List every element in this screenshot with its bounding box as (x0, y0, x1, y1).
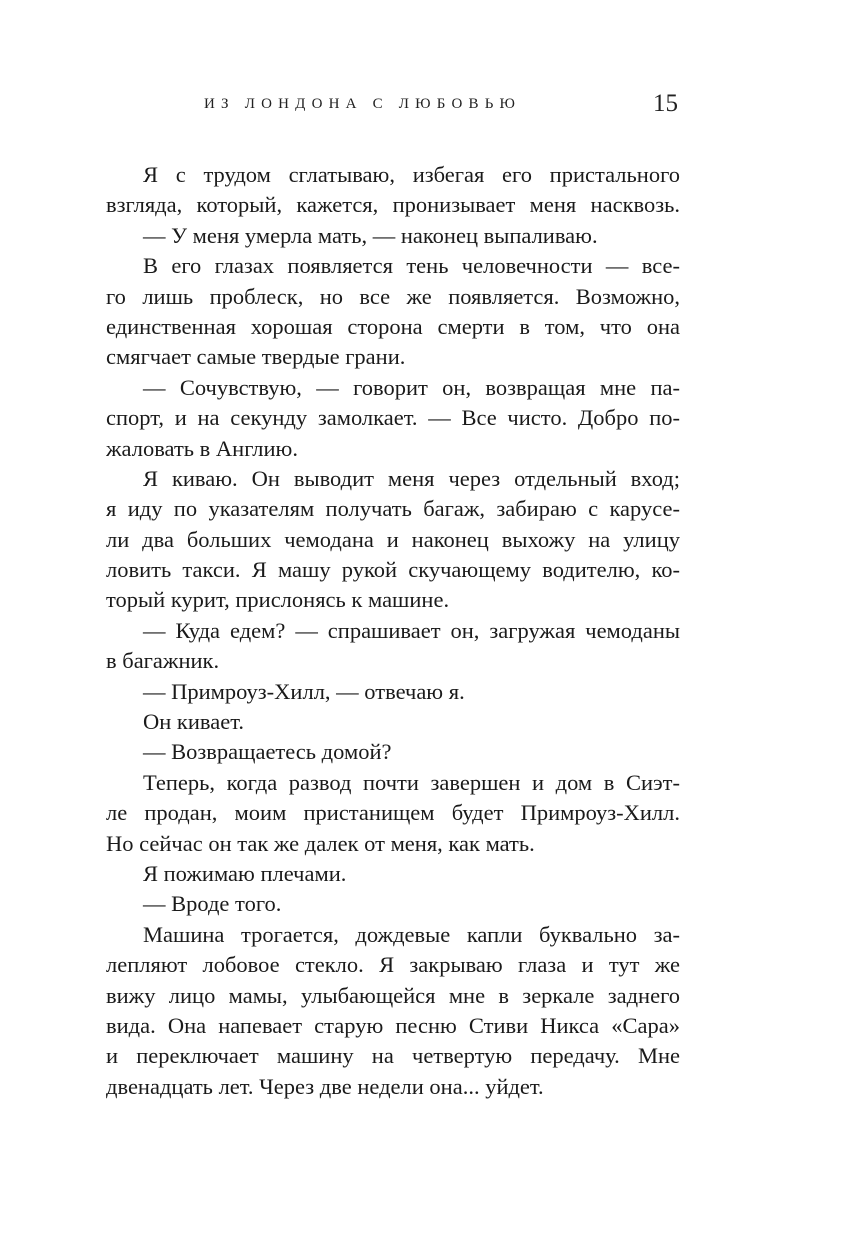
running-head-title: ИЗ ЛОНДОНА С ЛЮБОВЬЮ (204, 96, 522, 112)
text-line: двенадцать лет. Через две недели она... уйдет. (106, 1073, 544, 1099)
text-line: — У меня умерла мать, — наконец выпаливаю. (143, 222, 598, 248)
text-line: го лишь проблеск, но все же появляется. Возможно, (106, 283, 680, 309)
text-line: Я пожимаю плечами. (143, 860, 347, 886)
text-line: — Вроде того. (143, 891, 282, 917)
body-text (106, 160, 680, 1102)
text-line: вида. Она напевает старую песню Стиви Никса «Сара» (106, 1012, 680, 1038)
running-head (0, 90, 844, 124)
page-number: 15 (653, 90, 678, 117)
text-line: спорт, и на секунду замолкает. — Все чисто. Добро по- (106, 405, 680, 431)
text-line: Теперь, когда развод почти завершен и дом в Сиэт- (143, 769, 680, 795)
text-line: взгляда, который, кажется, пронизывает меня насквозь. (106, 192, 680, 218)
text-line: Я с трудом сглатываю, избегая его пристального (143, 162, 680, 187)
text-line: Но сейчас он так же далек от меня, как мать. (106, 830, 535, 856)
text-line: В его глазах появляется тень человечности — все- (143, 253, 680, 279)
text-line: Он кивает. (143, 709, 244, 735)
text-line: Машина трогается, дождевые капли буквально за- (143, 921, 680, 947)
text-line: ле продан, моим пристанищем будет Примроуз-Хилл. (106, 800, 680, 826)
text-line: я иду по указателям получать багаж, забираю с карусе- (106, 496, 680, 522)
text-line: единственная хорошая сторона смерти в том, что она (106, 313, 680, 339)
text-line: жаловать в Англию. (106, 435, 298, 461)
text-line: торый курит, прислонясь к машине. (106, 587, 450, 613)
text-line: ли два больших чемодана и наконец выхожу на улицу (106, 526, 680, 552)
text-line: — Куда едем? — спрашивает он, загружая чемоданы (143, 617, 680, 643)
text-line: Я киваю. Он выводит меня через отдельный вход; (143, 465, 680, 491)
text-line: вижу лицо мамы, улыбающейся мне в зеркале заднего (106, 982, 680, 1008)
text-line: смягчает самые твердые грани. (106, 344, 406, 370)
text-line: — Сочувствую, — говорит он, возвращая мне па- (143, 374, 680, 400)
text-line: ловить такси. Я машу рукой скучающему водителю, ко- (106, 557, 680, 583)
text-line: в багажник. (106, 648, 220, 674)
text-line: — Примроуз-Хилл, — отвечаю я. (143, 678, 465, 704)
text-line: и переключает машину на четвертую передачу. Мне (106, 1043, 680, 1069)
text-line: лепляют лобовое стекло. Я закрываю глаза и тут же (106, 952, 680, 978)
text-line: — Возвращаетесь домой? (143, 739, 392, 765)
